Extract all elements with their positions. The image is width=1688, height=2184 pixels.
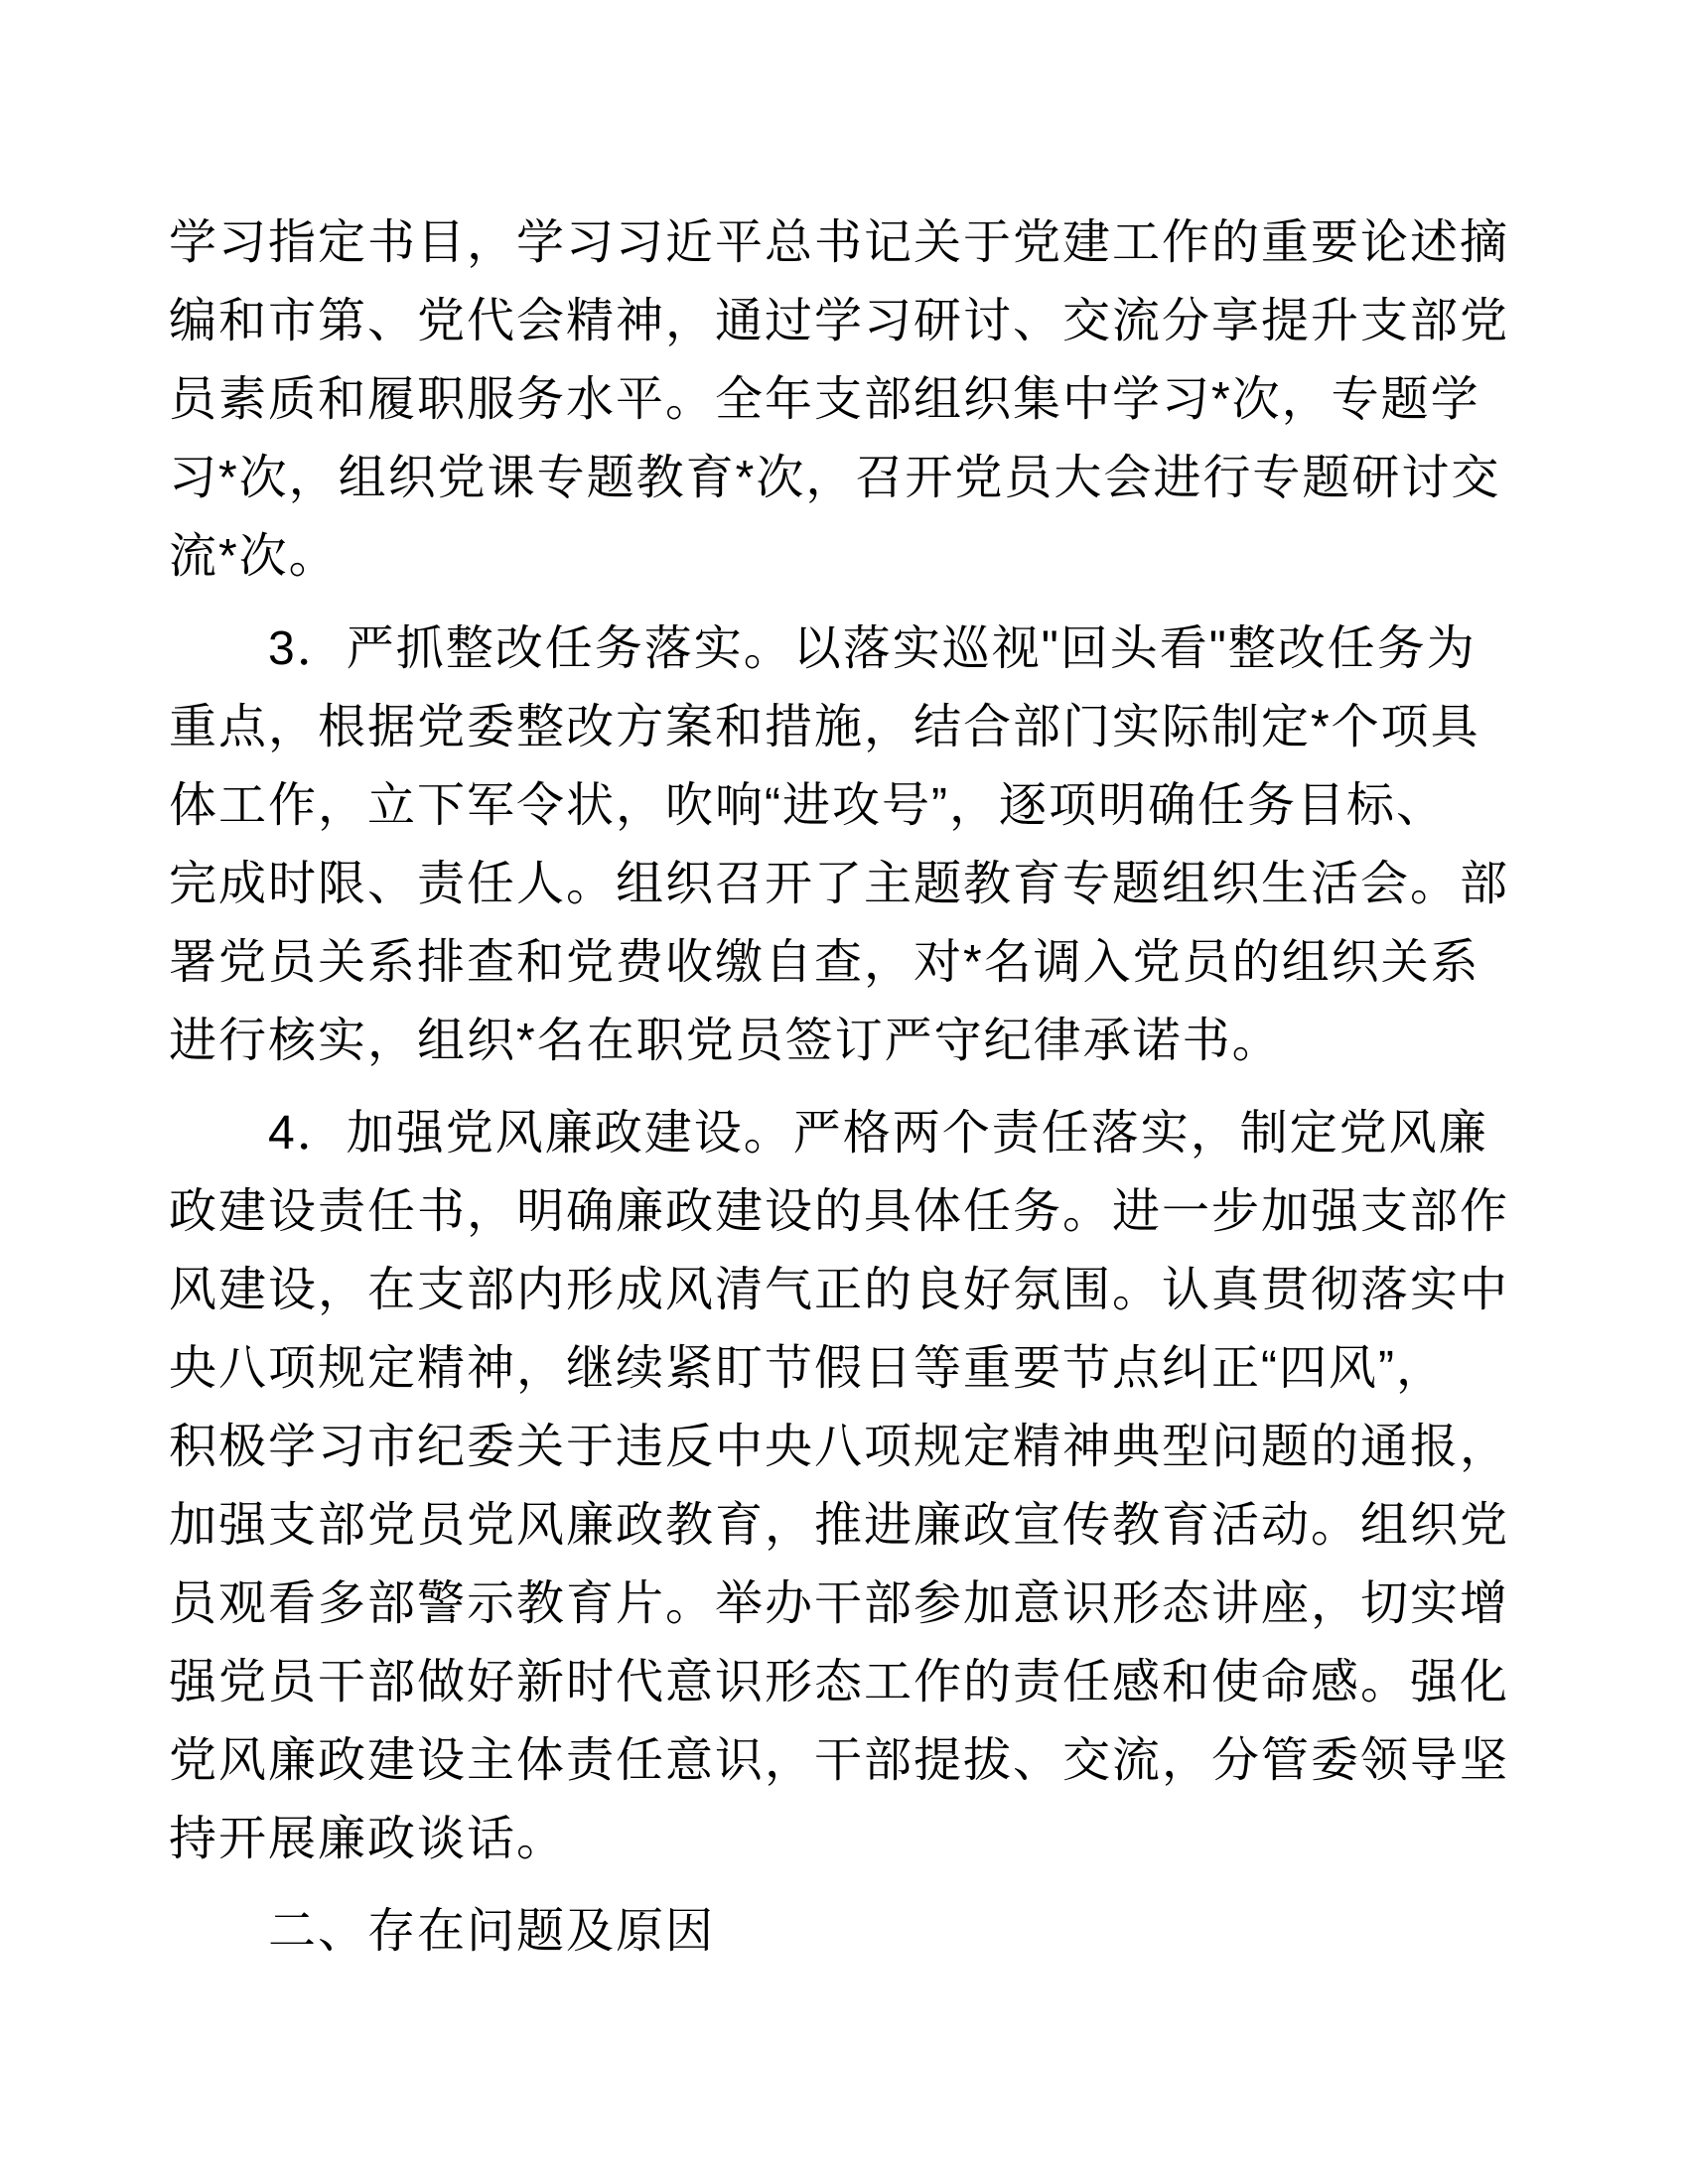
text-line: 积极学习市纪委关于违反中央八项规定精神典型问题的通报，	[169, 1421, 1510, 1473]
text-line: 持开展廉政谈话。	[169, 1813, 567, 1865]
text-line: 员素质和履职服务水平。全年支部组织集中学习*次，专题学	[169, 373, 1480, 426]
text-line: 党风廉政建设主体责任意识，干部提拔、交流，分管委领导坚	[169, 1734, 1510, 1787]
text-line: 体工作，立下军令状，吹响“进攻号”，逐项明确任务目标、	[169, 779, 1446, 832]
text-line: 编和市第、党代会精神，通过学习研讨、交流分享提升支部党	[169, 295, 1510, 347]
heading-line: 二、存在问题及原因	[268, 1905, 716, 1958]
text-line: 加强支部党员党风廉政教育，推进廉政宣传教育活动。组织党	[169, 1499, 1510, 1552]
text-line: 进行核实，组织*名在职党员签订严守纪律承诺书。	[169, 1015, 1282, 1067]
text-line: 学习指定书目，学习习近平总书记关于党建工作的重要论述摘	[169, 216, 1510, 269]
text-line: 政建设责任书，明确廉政建设的具体任务。进一步加强支部作	[169, 1185, 1510, 1238]
text-line: 完成时限、责任人。组织召开了主题教育专题组织生活会。部	[169, 858, 1510, 910]
text-line: 4．加强党风廉政建设。严格两个责任落实，制定党风廉	[268, 1107, 1488, 1160]
text-line: 3．严抓整改任务落实。以落实巡视"回头看"整改任务为	[268, 622, 1477, 675]
paragraph-study-continuation	[169, 204, 1524, 596]
text-line: 署党员关系排查和党费收缴自查，对*名调入党员的组织关系	[169, 936, 1480, 989]
text-line: 习*次，组织党课专题教育*次，召开党员大会进行专题研讨交	[169, 452, 1501, 504]
text-line: 员观看多部警示教育片。举办干部参加意识形态讲座，切实增	[169, 1577, 1510, 1630]
paragraph-item-3-rectification	[169, 610, 1524, 1080]
section-heading-problems-and-causes	[169, 1892, 1524, 1971]
paragraph-item-4-clean-governance	[169, 1094, 1524, 1878]
text-line: 央八项规定精神，继续紧盯节假日等重要节点纠正“四风”，	[169, 1342, 1446, 1395]
text-line: 重点，根据党委整改方案和措施，结合部门实际制定*个项具	[169, 701, 1480, 753]
text-line: 流*次。	[169, 530, 339, 583]
text-line: 强党员干部做好新时代意识形态工作的责任感和使命感。强化	[169, 1656, 1510, 1708]
document-body	[169, 204, 1524, 1984]
text-line: 风建设，在支部内形成风清气正的良好氛围。认真贯彻落实中	[169, 1264, 1510, 1316]
